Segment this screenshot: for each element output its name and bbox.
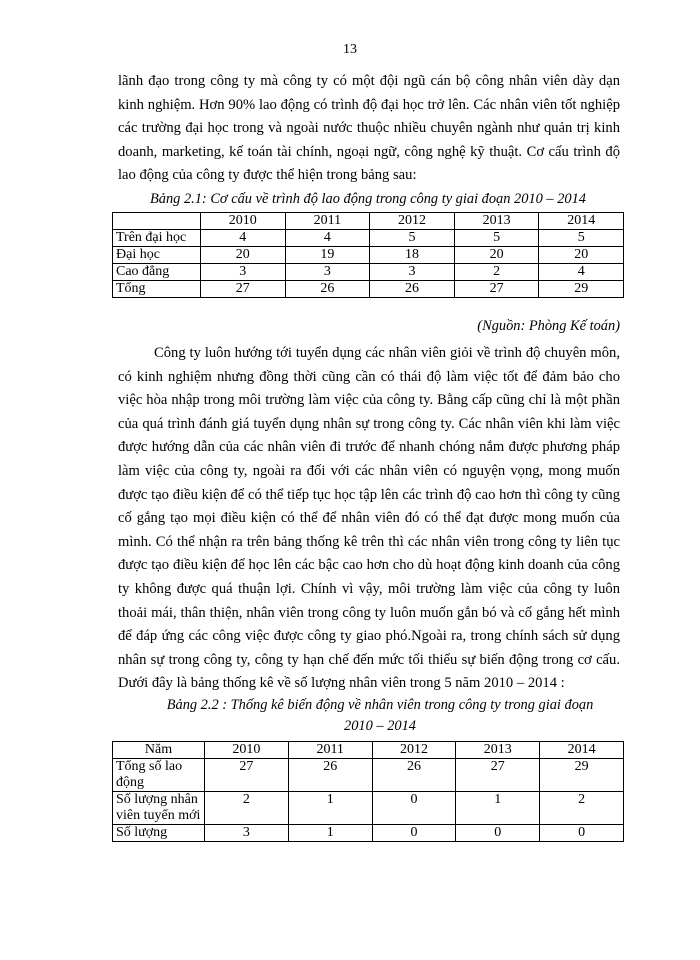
table-cell: 5: [454, 230, 539, 247]
table-cell: 0: [372, 792, 456, 825]
header-cell: 2010: [201, 213, 286, 230]
header-cell: 2013: [456, 742, 540, 759]
header-cell: 2013: [454, 213, 539, 230]
row-label: Tổng số lao động: [113, 759, 205, 792]
table2-caption-line1: Bảng 2.2 : Thống kê biến động về nhân viên trong công ty trong giai đoạn: [166, 697, 594, 713]
table-cell: 0: [372, 825, 456, 842]
table-cell: 4: [539, 264, 624, 281]
table-row: [113, 281, 624, 298]
table-row: [113, 792, 624, 825]
table-cell: 5: [539, 230, 624, 247]
header-cell: 2014: [539, 213, 624, 230]
table-cell: 19: [285, 247, 370, 264]
table-cell: 3: [201, 264, 286, 281]
paragraph-2: Công ty luôn hướng tới tuyển dụng các nhân viên giỏi về trình độ chuyên môn, có kinh nghiệm nhưng đồng thời cũng cần có thái độ làm việc tốt để đảm bảo cho việc hòa nhập trong môi trường làm việc của công ty. Bằng cấp cũng chỉ là một phần của quá trình đánh giá tuyển dụng nhân sự trong công ty. Các nhân viên khi làm việc được hướng dẫn của các nhân viên đi trước để nhanh chóng nắm được phương pháp làm việc của công ty, ngoài ra đối với các nhân viên có nguyện vọng, mong muốn được tạo điều kiện để có thể tiếp tục học tập lên các trình độ cao hơn thì công ty cũng cố gắng tạo mọi điều kiện có thể để nhân viên đó có thể đạt được mong muốn của mình. Có thể nhận ra trên bảng thống kê trên thì các nhân viên trong công ty liên tục được tạo điều kiện để học lên các bậc cao hơn cho dù hoạt động kinh doanh của công ty không được quá thuận lợi. Chính vì vậy, môi trường làm việc của công ty luôn thoải mái, thân thiện, nhân viên trong công ty luôn muốn gắn bó và cố gắng hết mình để đáp ứng các công việc được công ty giao phó.Ngoài ra, trong chính sách sử dụng nhân sự trong công ty, công ty hạn chế đến mức tối thiểu sự biến động trong cơ cấu. Dưới đây là bảng thống kê về số lượng nhân viên trong 5 năm 2010 – 2014 :: [118, 345, 620, 692]
header-cell: [113, 213, 201, 230]
table-cell: 4: [285, 230, 370, 247]
table1-caption: Bảng 2.1: Cơ cấu về trình độ lao động trong công ty giai đoạn 2010 – 2014: [149, 191, 587, 207]
table-cell: 27: [456, 759, 540, 792]
table-cell: 1: [288, 792, 372, 825]
header-cell: Năm: [113, 742, 205, 759]
table-cell: 3: [370, 264, 455, 281]
table-cell: 0: [456, 825, 540, 842]
row-label: Cao đẳng: [113, 264, 201, 281]
header-cell: 2014: [540, 742, 624, 759]
page-number: 13: [343, 42, 357, 57]
table-header-row: [113, 742, 624, 759]
header-cell: 2010: [205, 742, 289, 759]
table-row: [113, 759, 624, 792]
table-cell: 20: [454, 247, 539, 264]
row-label: Đại học: [113, 247, 201, 264]
table-cell: 2: [540, 792, 624, 825]
table-cell: 3: [205, 825, 289, 842]
table-cell: 1: [456, 792, 540, 825]
table-cell: 20: [201, 247, 286, 264]
row-label: Trên đại học: [113, 230, 201, 247]
table-row: [113, 230, 624, 247]
paragraph-1: lãnh đạo trong công ty mà công ty có một đội ngũ cán bộ công nhân viên dày dạn kinh nghiệm. Hơn 90% lao động có trình độ đại học trở lên. Các nhân viên tốt nghiệp các trường đại học trong và ngoài nước thuộc nhiều chuyên ngành như quản trị kinh doanh, marketing, kế toán tài chính, ngoại ngữ, công nghệ kỹ thuật. Cơ cấu trình độ lao động của công ty được thể hiện trong bảng sau:: [118, 73, 620, 184]
table-cell: 1: [288, 825, 372, 842]
table-cell: 3: [285, 264, 370, 281]
header-cell: 2011: [285, 213, 370, 230]
table-cell: 29: [540, 759, 624, 792]
table-cell: 5: [370, 230, 455, 247]
table-cell: 2: [454, 264, 539, 281]
table1-source: (Nguồn: Phòng Kế toán): [477, 318, 620, 334]
row-label: Số lượng: [113, 825, 205, 842]
header-cell: 2011: [288, 742, 372, 759]
table-row: [113, 247, 624, 264]
table-row: [113, 825, 624, 842]
table-header-row: [113, 213, 624, 230]
table-cell: 26: [285, 281, 370, 298]
table2-caption-line2: 2010 – 2014: [344, 718, 416, 734]
header-cell: 2012: [372, 742, 456, 759]
row-label: Tổng: [113, 281, 201, 298]
table-labor-qualification: [112, 212, 624, 298]
table-cell: 27: [454, 281, 539, 298]
header-cell: 2012: [370, 213, 455, 230]
table-cell: 29: [539, 281, 624, 298]
table-cell: 18: [370, 247, 455, 264]
row-label: Số lượng nhân viên tuyển mới: [113, 792, 205, 825]
table-employee-changes: [112, 741, 624, 842]
table-cell: 26: [372, 759, 456, 792]
table-row: [113, 264, 624, 281]
table-cell: 2: [205, 792, 289, 825]
table-cell: 27: [205, 759, 289, 792]
table-cell: 0: [540, 825, 624, 842]
table-cell: 26: [370, 281, 455, 298]
table-cell: 4: [201, 230, 286, 247]
table-cell: 27: [201, 281, 286, 298]
table-cell: 26: [288, 759, 372, 792]
table-cell: 20: [539, 247, 624, 264]
